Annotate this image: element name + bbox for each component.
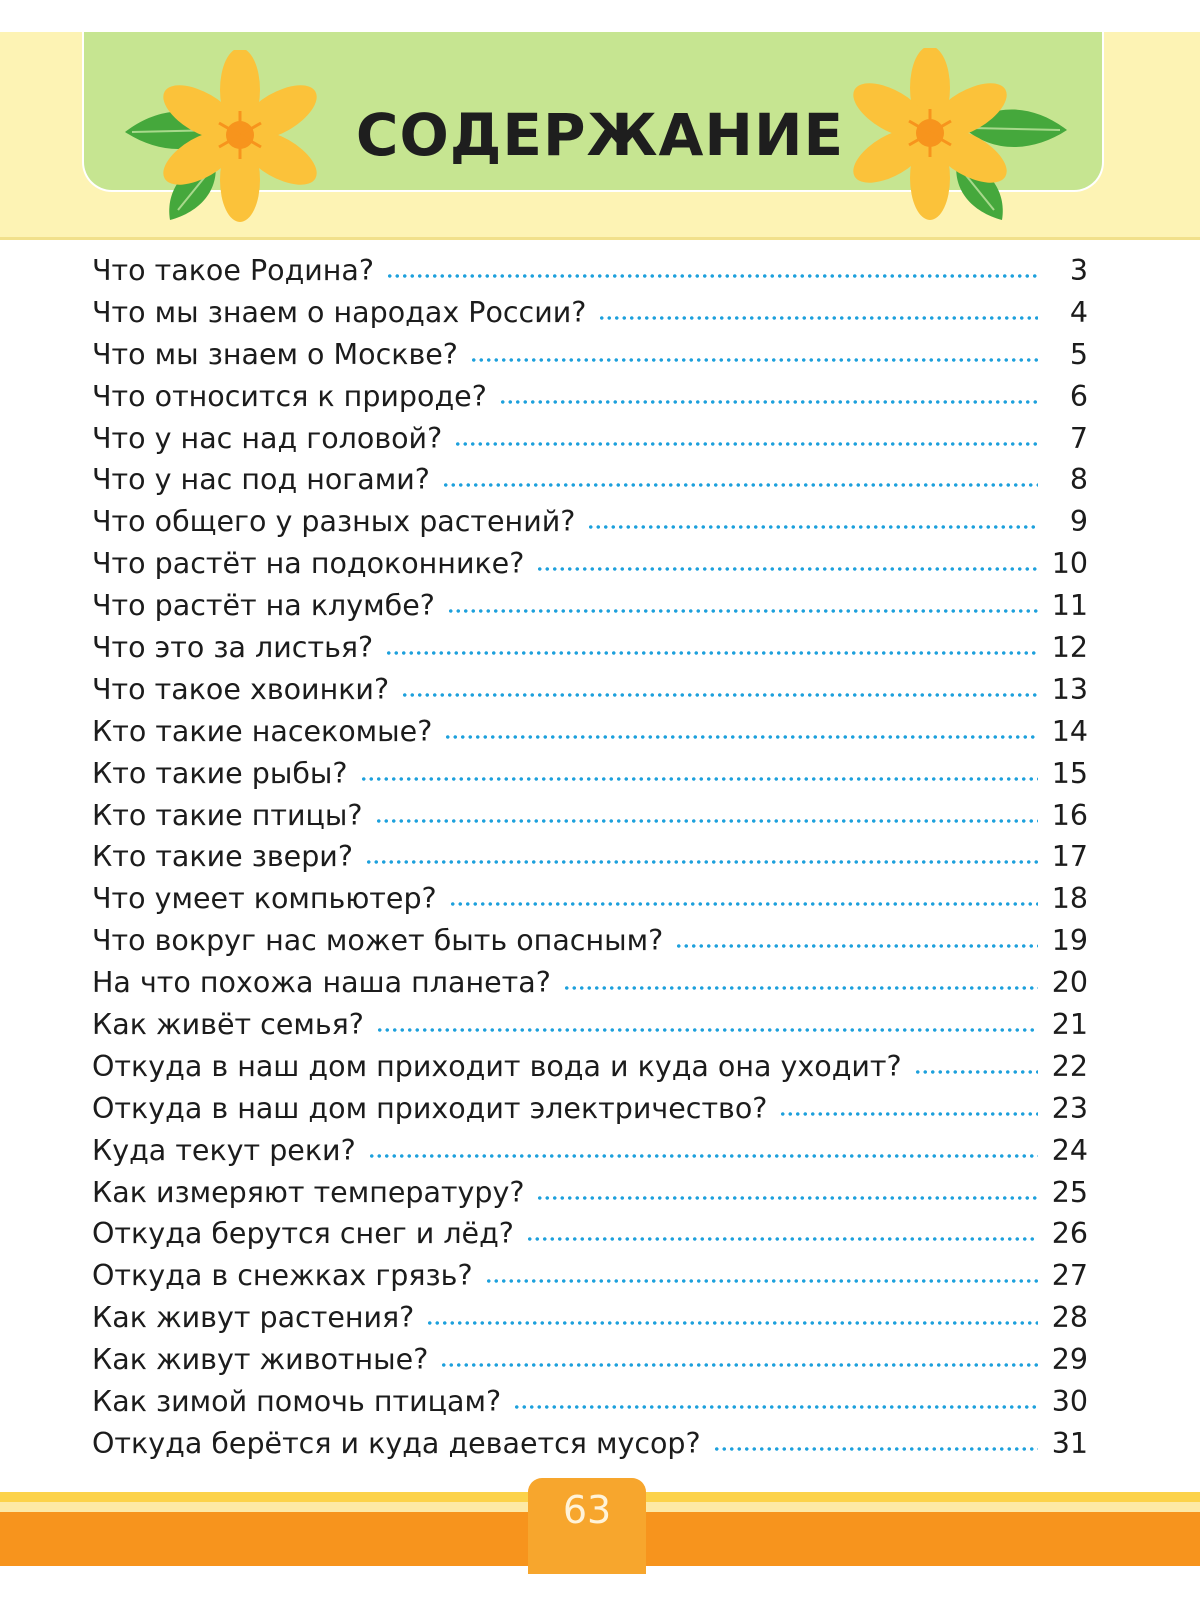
dot-leader [563,986,1038,990]
toc-entry-title: Что умеет компьютер? [92,882,437,916]
toc-entry [92,882,1088,924]
dot-leader [513,1405,1038,1409]
toc-entry [92,463,1088,505]
toc-entry [92,840,1088,882]
toc-entry [92,296,1088,338]
toc-entry-page: 27 [1051,1259,1088,1293]
dot-leader [376,1028,1038,1032]
dot-leader [485,1279,1038,1283]
toc-entry [92,1259,1088,1301]
toc-entry-title: Как живёт семья? [92,1008,364,1042]
toc-entry-title: Что такое Родина? [92,254,375,287]
toc-entry-title: Что относится к природе? [92,379,487,413]
toc-entry-page: 6 [1069,379,1088,413]
toc-entry-page: 19 [1051,924,1088,958]
toc-entry-title: Что такое хвоинки? [92,672,390,706]
toc-entry-page: 30 [1051,1385,1088,1419]
dot-leader [454,442,1038,446]
dot-leader [442,483,1038,487]
toc-entry-title: Что растёт на подоконнике? [92,547,525,581]
toc-entry-page: 29 [1051,1343,1088,1377]
toc-entry-title: Что у нас под ногами? [92,463,430,497]
toc-entry [92,1217,1088,1259]
toc-entry [92,966,1088,1008]
toc-entry-title: Что мы знаем о Москве? [92,337,458,371]
toc-entry-page: 11 [1051,589,1088,623]
toc-entry-page: 16 [1051,798,1088,832]
toc-entry-page: 8 [1069,463,1088,497]
dot-leader [386,274,1038,278]
toc-entry [92,715,1088,757]
dot-leader [375,819,1038,823]
toc-entry-title: Откуда берётся и куда девается мусор? [92,1426,701,1460]
toc-entry-title: Как живут растения? [92,1301,415,1335]
dot-leader [526,1237,1038,1241]
toc-entry-title: Откуда в наш дом приходит электричество? [92,1091,768,1125]
dot-leader [713,1447,1038,1451]
toc-entry-page: 4 [1069,295,1088,329]
toc-entry-page: 31 [1051,1426,1088,1460]
dot-leader [914,1070,1038,1074]
toc-entry [92,1134,1088,1176]
header-divider [0,237,1200,240]
toc-entry [92,1301,1088,1343]
page-title: СОДЕРЖАНИЕ [355,101,845,169]
toc-entry-page: 7 [1069,421,1088,455]
toc-entry-page: 23 [1051,1091,1088,1125]
toc-entry-title: Откуда в снежках грязь? [92,1259,473,1293]
table-of-contents [92,254,1088,1469]
toc-entry-page: 21 [1051,1008,1088,1042]
toc-entry-title: Откуда берутся снег и лёд? [92,1217,514,1251]
toc-entry [92,757,1088,799]
toc-entry [92,254,1088,296]
dot-leader [401,693,1038,697]
toc-entry-page: 20 [1051,966,1088,1000]
toc-entry-title: Кто такие насекомые? [92,714,433,748]
toc-entry-page: 13 [1051,672,1088,706]
toc-entry [92,1050,1088,1092]
toc-entry-page: 14 [1051,714,1088,748]
toc-entry-title: Куда текут реки? [92,1133,356,1167]
toc-entry [92,547,1088,589]
toc-entry-page: 5 [1069,337,1088,371]
toc-entry [92,1176,1088,1218]
toc-entry-page: 15 [1051,756,1088,790]
toc-entry-page: 28 [1051,1301,1088,1335]
toc-entry [92,380,1088,422]
toc-entry [92,1092,1088,1134]
dot-leader [675,944,1038,948]
toc-entry-page: 22 [1051,1049,1088,1083]
toc-entry-page: 26 [1051,1217,1088,1251]
toc-entry-title: Что общего у разных растений? [92,505,576,539]
toc-entry [92,505,1088,547]
dot-leader [365,860,1038,864]
toc-entry-page: 10 [1051,547,1088,581]
dot-leader [385,651,1038,655]
toc-entry [92,631,1088,673]
toc-entry-title: Кто такие рыбы? [92,756,348,790]
dot-leader [440,1363,1038,1367]
toc-entry-title: Как измеряют температуру? [92,1175,525,1209]
dot-leader [779,1112,1038,1116]
dot-leader [536,567,1038,571]
toc-entry [92,1343,1088,1385]
toc-entry [92,924,1088,966]
toc-entry [92,422,1088,464]
toc-entry-page: 17 [1051,840,1088,874]
toc-entry-page: 12 [1051,631,1088,665]
dot-leader [360,777,1038,781]
toc-entry-title: Что вокруг нас может быть опасным? [92,924,664,958]
dot-leader [449,902,1038,906]
toc-entry-page: 3 [1069,254,1088,287]
toc-entry [92,799,1088,841]
toc-entry-title: Откуда в наш дом приходит вода и куда она уходит? [92,1049,902,1083]
dot-leader [447,609,1038,613]
toc-entry-page: 25 [1051,1175,1088,1209]
toc-entry-title: Кто такие звери? [92,840,353,874]
toc-entry-title: Что это за листья? [92,631,374,665]
dot-leader [426,1321,1038,1325]
toc-entry-page: 18 [1051,882,1088,916]
dot-leader [536,1196,1038,1200]
dot-leader [470,358,1038,362]
dot-leader [499,400,1038,404]
toc-entry [92,589,1088,631]
toc-entry [92,1008,1088,1050]
toc-entry [92,1427,1088,1469]
toc-entry-title: Что мы знаем о народах России? [92,295,587,329]
dot-leader [368,1154,1038,1158]
toc-entry-title: Что у нас над головой? [92,421,443,455]
toc-entry-title: Что растёт на клумбе? [92,589,435,623]
toc-entry-page: 24 [1051,1133,1088,1167]
toc-entry [92,1385,1088,1427]
dot-leader [587,525,1038,529]
page-number: 63 [562,1488,612,1532]
dot-leader [444,735,1038,739]
toc-entry-page: 9 [1069,505,1088,539]
toc-entry [92,673,1088,715]
toc-entry-title: Как зимой помочь птицам? [92,1385,502,1419]
toc-entry-title: Кто такие птицы? [92,798,363,832]
dot-leader [598,316,1038,320]
toc-entry [92,338,1088,380]
toc-entry-title: На что похожа наша планета? [92,966,551,1000]
toc-entry-title: Как живут животные? [92,1343,429,1377]
